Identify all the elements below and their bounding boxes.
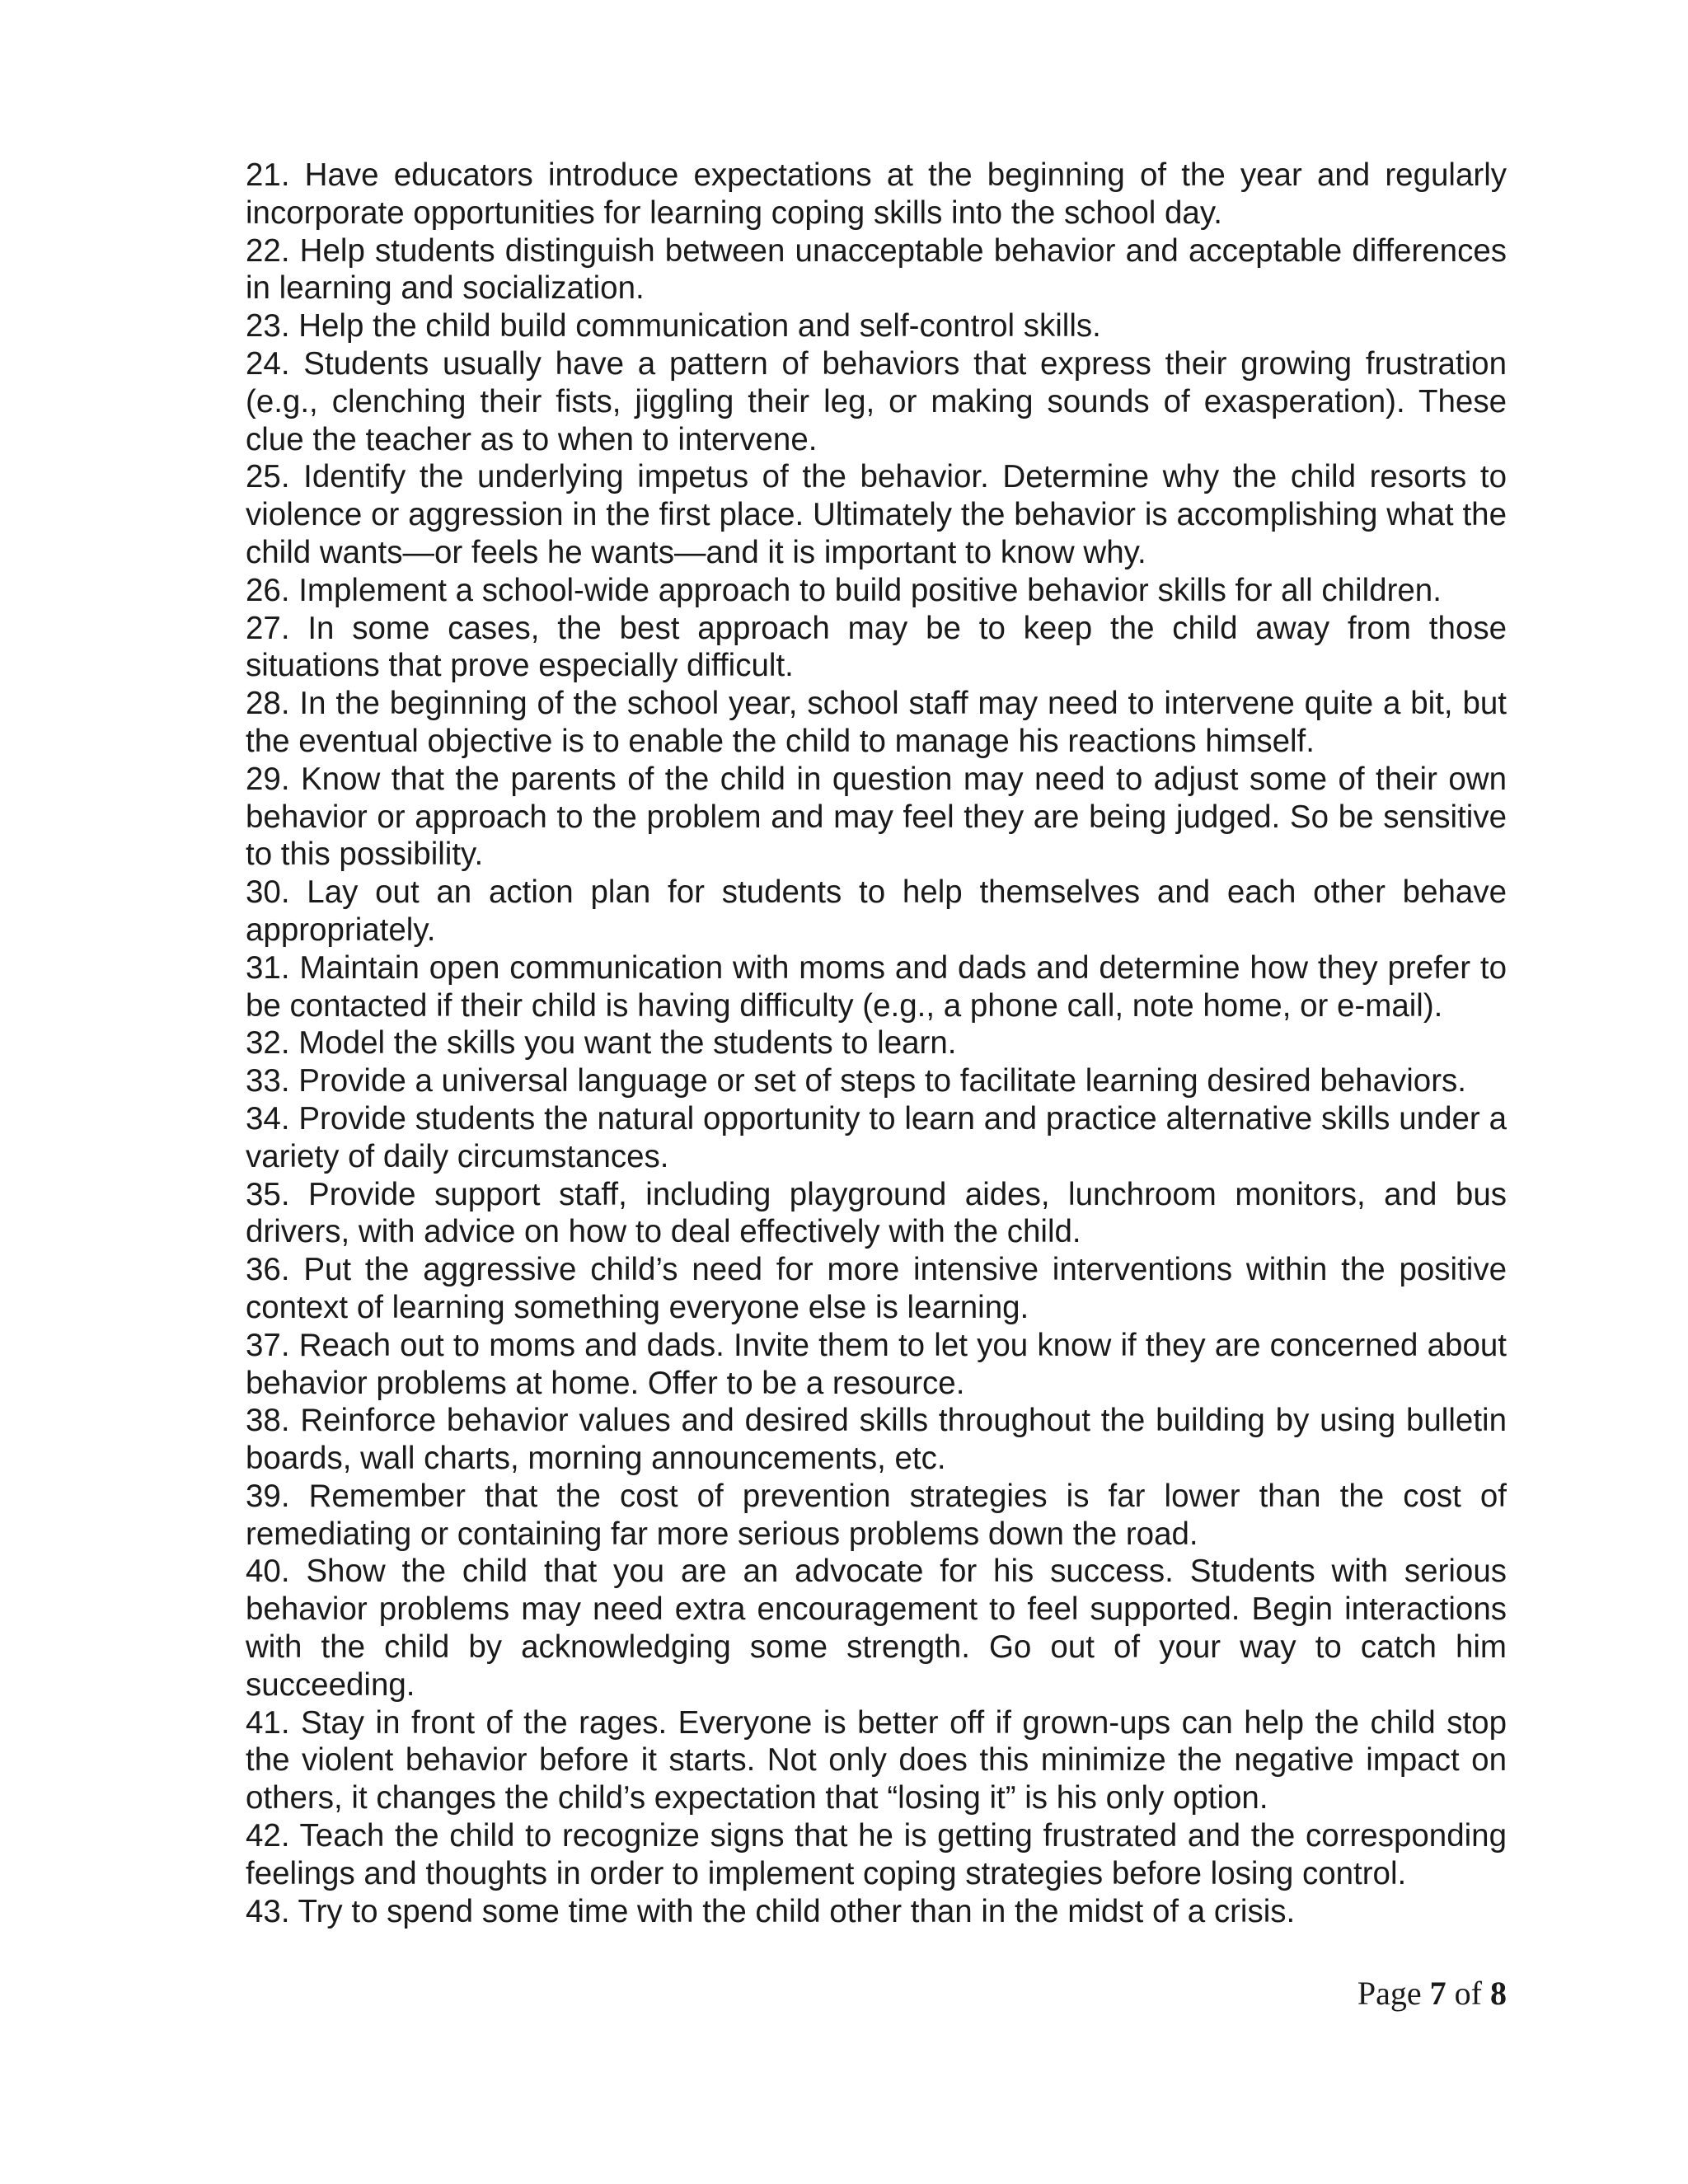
list-item: 27. In some cases, the best approach may be to keep the child away from those situations that prove especially difficult. bbox=[246, 610, 1507, 684]
total-page-count: 8 bbox=[1490, 1975, 1507, 2012]
list-item: 22. Help students distinguish between unacceptable behavior and acceptable differences in learning and socialization. bbox=[246, 232, 1507, 307]
list-item: 25. Identify the underlying impetus of the behavior. Determine why the child resorts to violence or aggression in the first place. Ultimately the behavior is accomplishing what the child wants—or feels he wants—and it is important to know why. bbox=[246, 459, 1507, 570]
list-item: 26. Implement a school-wide approach to build positive behavior skills for all children. bbox=[246, 572, 1442, 608]
list-item: 37. Reach out to moms and dads. Invite them to let you know if they are concerned about behavior problems at home. Offer to be a resource. bbox=[246, 1327, 1507, 1401]
list-item: 23. Help the child build communication and self-control skills. bbox=[246, 308, 1101, 344]
current-page-number: 7 bbox=[1429, 1975, 1447, 2012]
list-item: 43. Try to spend some time with the child other than in the midst of a crisis. bbox=[246, 1893, 1296, 1929]
list-item: 36. Put the aggressive child’s need for more intensive interventions within the positive context of learning something everyone else is learning. bbox=[246, 1252, 1507, 1325]
of-label: of bbox=[1454, 1975, 1482, 2012]
list-item: 40. Show the child that you are an advocate for his success. Students with serious behavior problems may need extra encouragement to feel supported. Begin interactions with the child by acknowledging some strength. Go out of your way to catch him succeeding. bbox=[246, 1554, 1507, 1703]
list-item: 38. Reinforce behavior values and desired skills throughout the building by using bulletin boards, wall charts, morning announcements, etc. bbox=[246, 1403, 1507, 1477]
list-item: 29. Know that the parents of the child in question may need to adjust some of their own behavior or approach to the problem and may feel they are being judged. So be sensitive to this possibility. bbox=[246, 761, 1507, 873]
list-item: 42. Teach the child to recognize signs that he is getting frustrated and the corresponding feelings and thoughts in order to implement coping strategies before losing control. bbox=[246, 1818, 1507, 1891]
list-item: 34. Provide students the natural opportunity to learn and practice alternative skills under a variety of daily circumstances. bbox=[246, 1100, 1507, 1174]
list-item: 24. Students usually have a pattern of behaviors that express their growing frustration (e.g., clenching their fists, jiggling their leg, or making sounds of exasperation). These clue the teacher as to when to intervene. bbox=[246, 345, 1507, 457]
list-item: 32. Model the skills you want the students to learn. bbox=[246, 1025, 957, 1062]
list-item: 35. Provide support staff, including playground aides, lunchroom monitors, and bus drivers, with advice on how to deal effectively with the child. bbox=[246, 1176, 1507, 1250]
page-label: Page bbox=[1357, 1975, 1422, 2012]
numbered-list bbox=[246, 157, 1507, 1930]
list-item: 33. Provide a universal language or set of steps to facilitate learning desired behaviors. bbox=[246, 1063, 1466, 1099]
list-item: 21. Have educators introduce expectations at the beginning of the year and regularly incorporate opportunities for learning coping skills into the school day. bbox=[246, 157, 1507, 231]
list-item: 31. Maintain open communication with moms and dads and determine how they prefer to be contacted if their child is having difficulty (e.g., a phone call, note home, or e-mail). bbox=[246, 949, 1507, 1024]
list-item: 41. Stay in front of the rages. Everyone is better off if grown-ups can help the child stop the violent behavior before it starts. Not only does this minimize the negative impact on others, it changes the child’s expectation that “losing it” is his only option. bbox=[246, 1704, 1507, 1816]
list-item: 28. In the beginning of the school year, school staff may need to intervene quite a bit, but the eventual objective is to enable the child to manage his reactions himself. bbox=[246, 686, 1507, 759]
list-item: 39. Remember that the cost of prevention strategies is far lower than the cost of remediating or containing far more serious problems down the road. bbox=[246, 1478, 1507, 1552]
page-number-footer bbox=[1357, 1974, 1507, 2013]
list-item: 30. Lay out an action plan for students to help themselves and each other behave appropriately. bbox=[246, 874, 1507, 948]
